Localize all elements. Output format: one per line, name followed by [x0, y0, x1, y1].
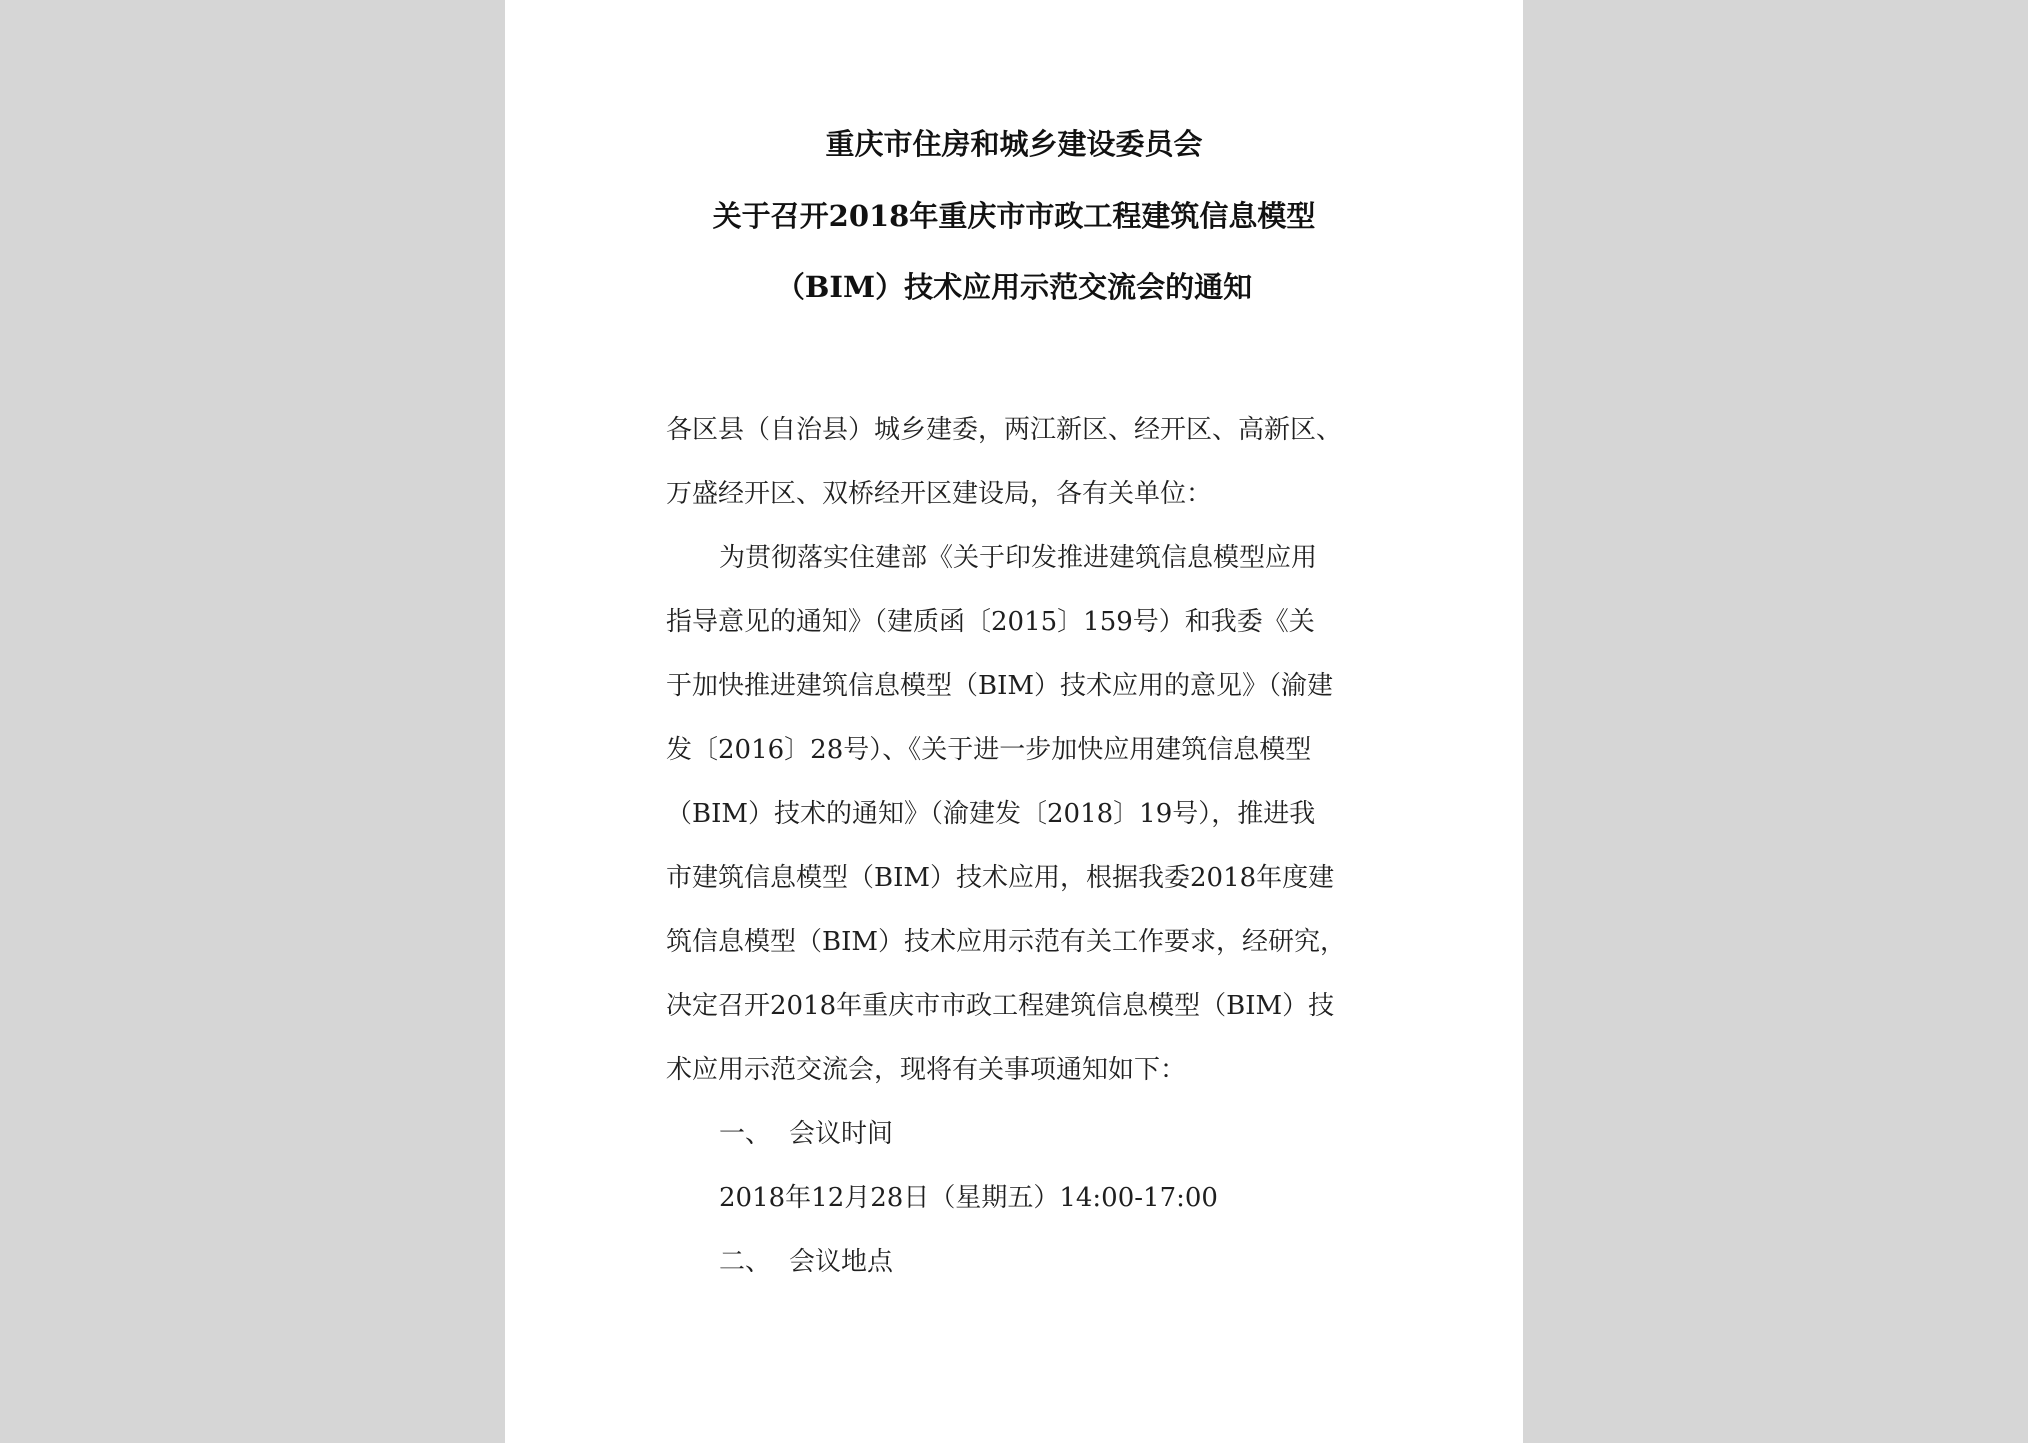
section-1-number: 一、 [719, 1119, 772, 1149]
title-line-1: 重庆市住房和城乡建设委员会 [825, 127, 1203, 161]
body-line-6: 市建筑信息模型（BIM）技术应用，根据我委2018年度建 [666, 863, 1335, 893]
body-line-2: 指导意见的通知》（建质函〔2015〕159号）和我委《关 [666, 607, 1315, 637]
body-line-7: 筑信息模型（BIM）技术应用示范有关工作要求，经研究， [666, 927, 1346, 957]
addressee-line-1: 各区县（自治县）城乡建委，两江新区、经开区、高新区、 [666, 415, 1343, 445]
body-line-3: 于加快推进建筑信息模型（BIM）技术应用的意见》（渝建 [666, 671, 1333, 701]
section-2-heading [719, 1245, 1419, 1279]
document-page [505, 0, 1523, 1443]
body-line-4: 发〔2016〕28号）、《关于进一步加快应用建筑信息模型 [666, 735, 1312, 765]
body-line-8: 决定召开2018年重庆市市政工程建筑信息模型（BIM）技 [666, 991, 1335, 1021]
section-1-heading [719, 1117, 1419, 1151]
section-2-number: 二、 [719, 1247, 772, 1277]
section-2-title: 会议地点 [789, 1247, 894, 1277]
title-line-3: （BIM）技术应用示范交流会的通知 [775, 270, 1253, 304]
body-line-1: 为贯彻落实住建部《关于印发推进建筑信息模型应用 [719, 543, 1318, 573]
section-1-content: 2018年12月28日（星期五）14:00-17:00 [719, 1183, 1218, 1213]
addressee-line-2: 万盛经开区、双桥经开区建设局，各有关单位： [666, 479, 1213, 509]
title-line-2: 关于召开2018年重庆市市政工程建筑信息模型 [712, 199, 1316, 233]
body-line-5: （BIM）技术的通知》（渝建发〔2018〕19号），推进我 [666, 799, 1316, 829]
section-1-title: 会议时间 [789, 1119, 894, 1149]
body-line-9: 术应用示范交流会，现将有关事项通知如下： [666, 1055, 1187, 1085]
